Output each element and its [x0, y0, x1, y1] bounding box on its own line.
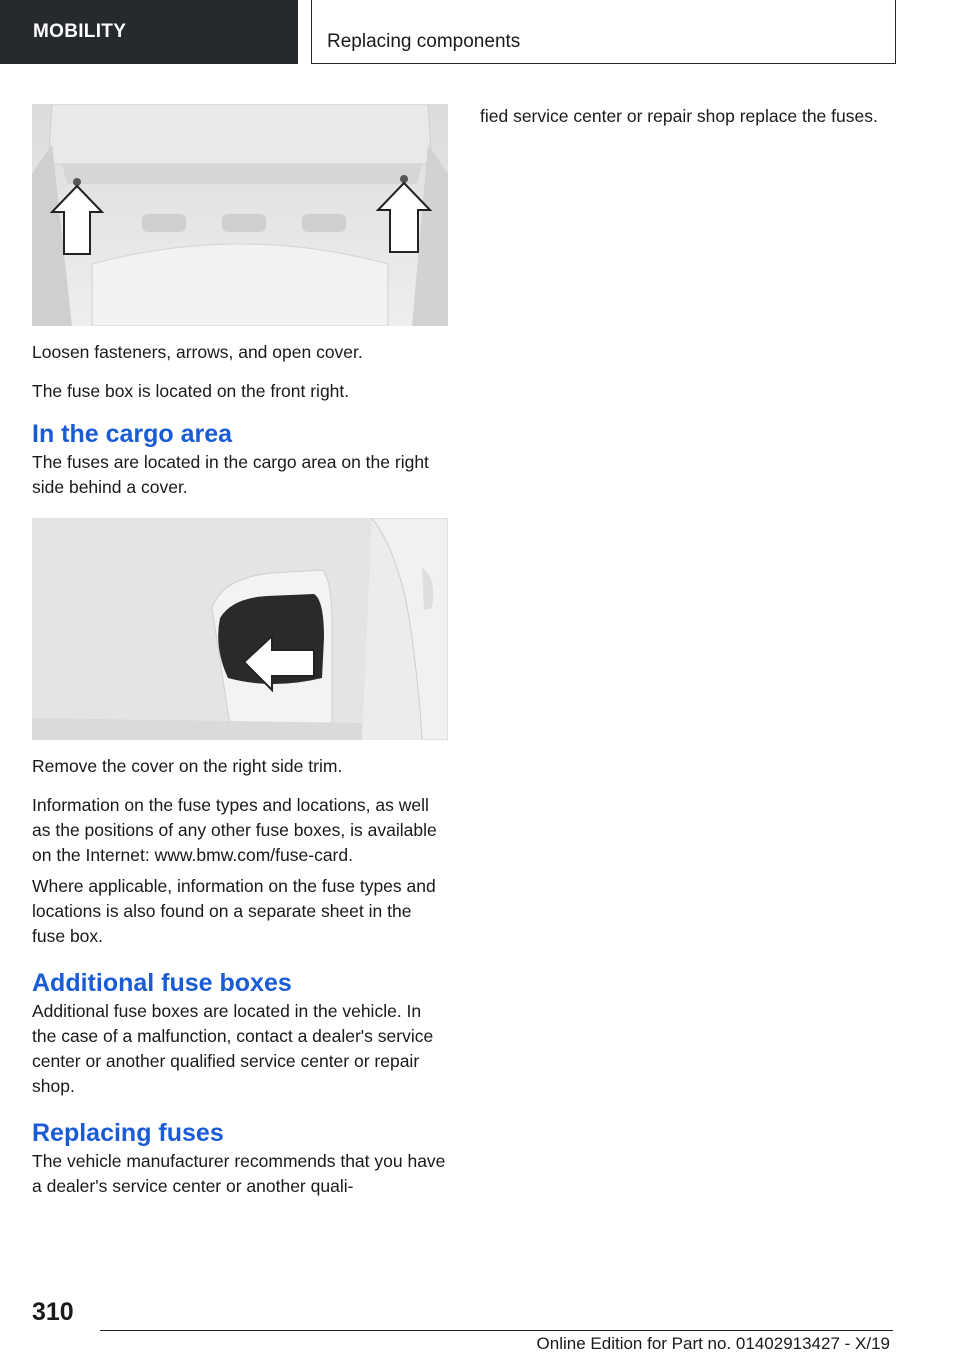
footer-edition: Online Edition for Part no. 01402913427 - X/19 — [536, 1334, 890, 1353]
fuse-information-text: Information on the fuse types and locations, as well as the positions of any other fuse boxes, is available on the Internet: www.bmw.com/fuse-card. — [32, 795, 437, 865]
cargo-area-text: The fuses are located in the cargo area on the right side behind a cover. — [32, 452, 429, 497]
left-column — [32, 104, 448, 1213]
fuse-box-location-text: The fuse box is located on the front right. — [32, 381, 350, 401]
footer-divider — [100, 1330, 893, 1331]
section-tab: MOBILITY — [0, 0, 298, 64]
replacing-fuses-text: The vehicle manufacturer recommends that you have a dealer's service center or another quali- — [32, 1151, 446, 1196]
additional-fuse-boxes-text: Additional fuse boxes are located in the vehicle. In the case of a malfunction, contact a dealer's service center or another qualified service center or repair shop. — [32, 1001, 434, 1096]
replacing-fuses-continued-text: fied service center or repair shop replace the fuses. — [480, 106, 878, 126]
figure1-caption: Loosen fasteners, arrows, and open cover. — [32, 342, 363, 362]
chapter-tab: Replacing components — [311, 0, 896, 64]
cargo-area-figure — [32, 518, 448, 740]
engine-cover-figure — [32, 104, 448, 326]
heading-cargo-area: In the cargo area — [32, 420, 233, 448]
page-number: 310 — [32, 1298, 74, 1326]
heading-additional-fuse-boxes: Additional fuse boxes — [32, 969, 292, 997]
figure2-caption: Remove the cover on the right side trim. — [32, 756, 343, 776]
heading-replacing-fuses: Replacing fuses — [32, 1119, 224, 1147]
where-applicable-text: Where applicable, information on the fuse types and locations is also found on a separate sheet in the fuse box. — [32, 876, 436, 946]
right-column — [480, 104, 890, 143]
